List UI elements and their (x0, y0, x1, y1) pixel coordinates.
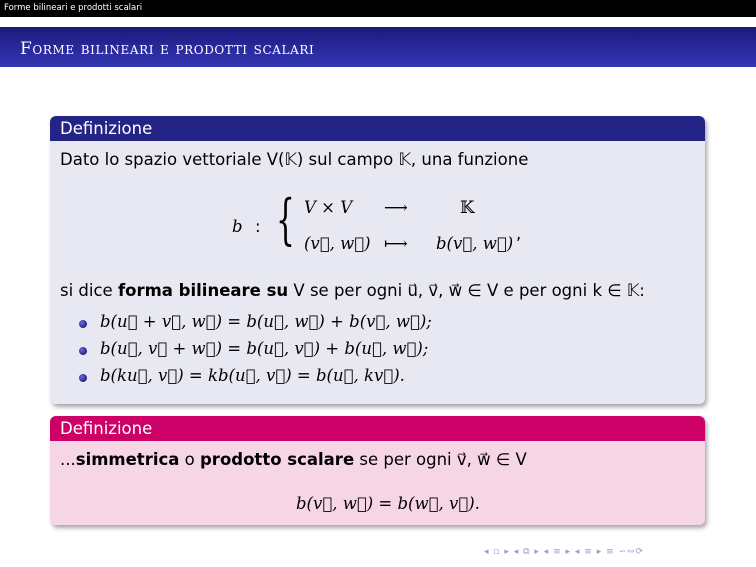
frame-title: Forme bilineari e prodotti scalari (20, 39, 315, 59)
bullet-icon (79, 320, 87, 328)
map-comma: , (516, 224, 522, 243)
block-title: Definizione (50, 416, 705, 441)
condition-text: si dice forma bilineare su V se per ogni u⃗, v⃗, w⃗ ∈ V e per ogni k ∈ 𝕂: (60, 281, 645, 300)
left-brace-icon: { (276, 188, 295, 251)
intro-text: Dato lo spazio vettoriale V(𝕂) sul campo 𝕂, una funzione (60, 150, 529, 169)
block-body (50, 441, 705, 525)
row2-codomain: b(v⃗, w⃗) (436, 234, 514, 253)
row1-domain: V × V (304, 198, 353, 217)
block-body (50, 141, 705, 404)
row1-arrow: ⟶ (384, 198, 408, 217)
map-name: b (232, 217, 243, 236)
symmetry-equation: b(v⃗, w⃗) = b(w⃗, v⃗). (296, 494, 480, 513)
row2-domain: (v⃗, w⃗) (304, 234, 371, 253)
section-title: Forme bilineari e prodotti scalari (4, 3, 143, 13)
row1-codomain: 𝕂 (460, 198, 475, 217)
beamer-navigation-icons[interactable]: ◂ ▫ ▸ ◂ ⧉ ▸ ◂ ≡ ▸ ◂ ≡ ▸ ≡ ∽∾⟳ (484, 547, 645, 557)
section-header-bar (0, 0, 756, 17)
definition-block-bilinear (50, 116, 705, 404)
symmetric-definition-text: ...simmetrica o prodotto scalare se per ogni v⃗, w⃗ ∈ V (60, 450, 527, 469)
bullet-icon (79, 347, 87, 355)
property-item-3: b(ku⃗, v⃗) = kb(u⃗, v⃗) = b(u⃗, kv⃗). (100, 366, 405, 385)
block-title: Definizione (50, 116, 705, 141)
map-colon: : (255, 217, 261, 236)
definition-block-symmetric (50, 416, 705, 525)
property-item-2: b(u⃗, v⃗ + w⃗) = b(u⃗, v⃗) + b(u⃗, w⃗); (100, 339, 429, 358)
property-item-1: b(u⃗ + v⃗, w⃗) = b(u⃗, w⃗) + b(v⃗, w⃗); (100, 312, 432, 331)
bullet-icon (79, 374, 87, 382)
row2-arrow: ⟼ (384, 234, 408, 253)
